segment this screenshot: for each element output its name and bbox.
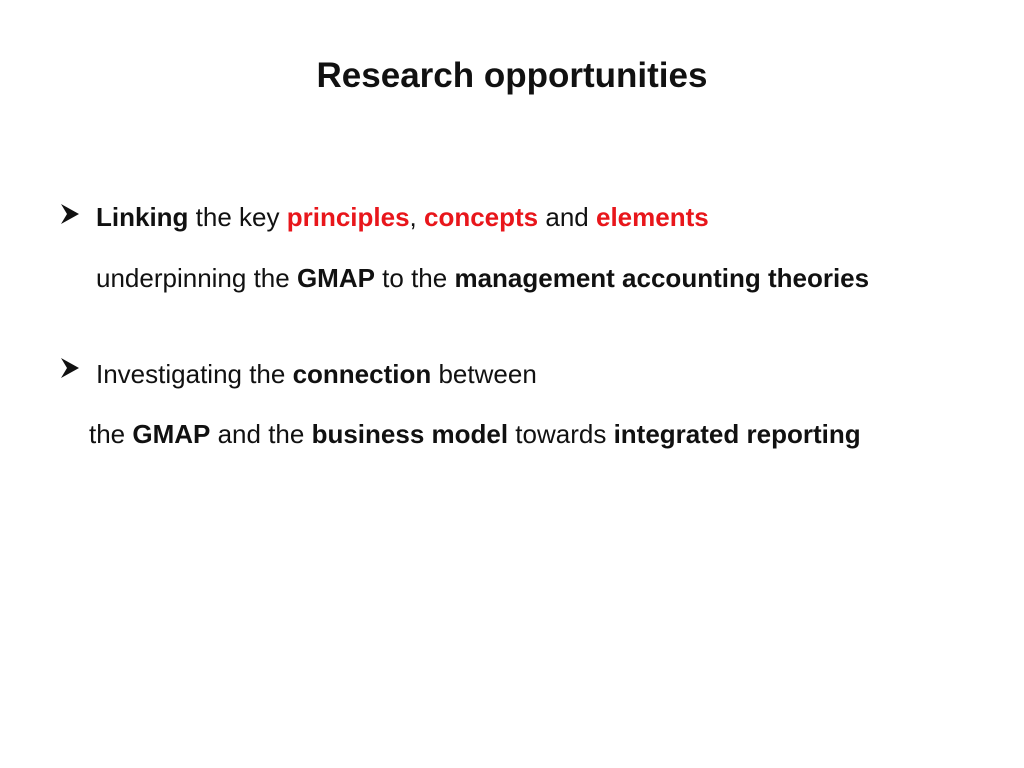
bullet-text: between <box>431 359 537 389</box>
bullet-text-highlight: elements <box>595 202 709 232</box>
bullet-text-bold: connection <box>292 359 432 389</box>
bullet-1-line-1 <box>96 202 709 233</box>
bullet-text: , <box>409 202 424 232</box>
bullet-text-bold: GMAP <box>132 419 211 449</box>
bullet-text-highlight: concepts <box>424 202 539 232</box>
bullet-text: Investigating the <box>96 359 293 389</box>
bullet-text: and the <box>210 419 312 449</box>
bullet-text: the key <box>188 202 287 232</box>
bullet-text-bold: integrated reporting <box>613 419 861 449</box>
bullet-text-bold: GMAP <box>296 263 375 293</box>
bullet-2-line-1 <box>96 359 537 390</box>
slide-title: Research opportunities <box>316 56 708 95</box>
bullet-text-bold: Linking <box>96 202 189 232</box>
bullet-1-line-2 <box>96 263 869 294</box>
bullet-text: underpinning the <box>96 263 297 293</box>
arrowhead-bullet-icon <box>60 202 80 226</box>
bullet-2-line-2 <box>89 419 861 450</box>
bullet-text: the <box>89 419 133 449</box>
bullet-text-bold: business model <box>311 419 509 449</box>
arrowhead-bullet-icon <box>60 356 80 380</box>
bullet-text-bold: management accounting theories <box>454 263 870 293</box>
bullet-text-highlight: principles <box>286 202 410 232</box>
bullet-text: and <box>538 202 596 232</box>
bullet-text: to the <box>374 263 455 293</box>
bullet-text: towards <box>508 419 614 449</box>
